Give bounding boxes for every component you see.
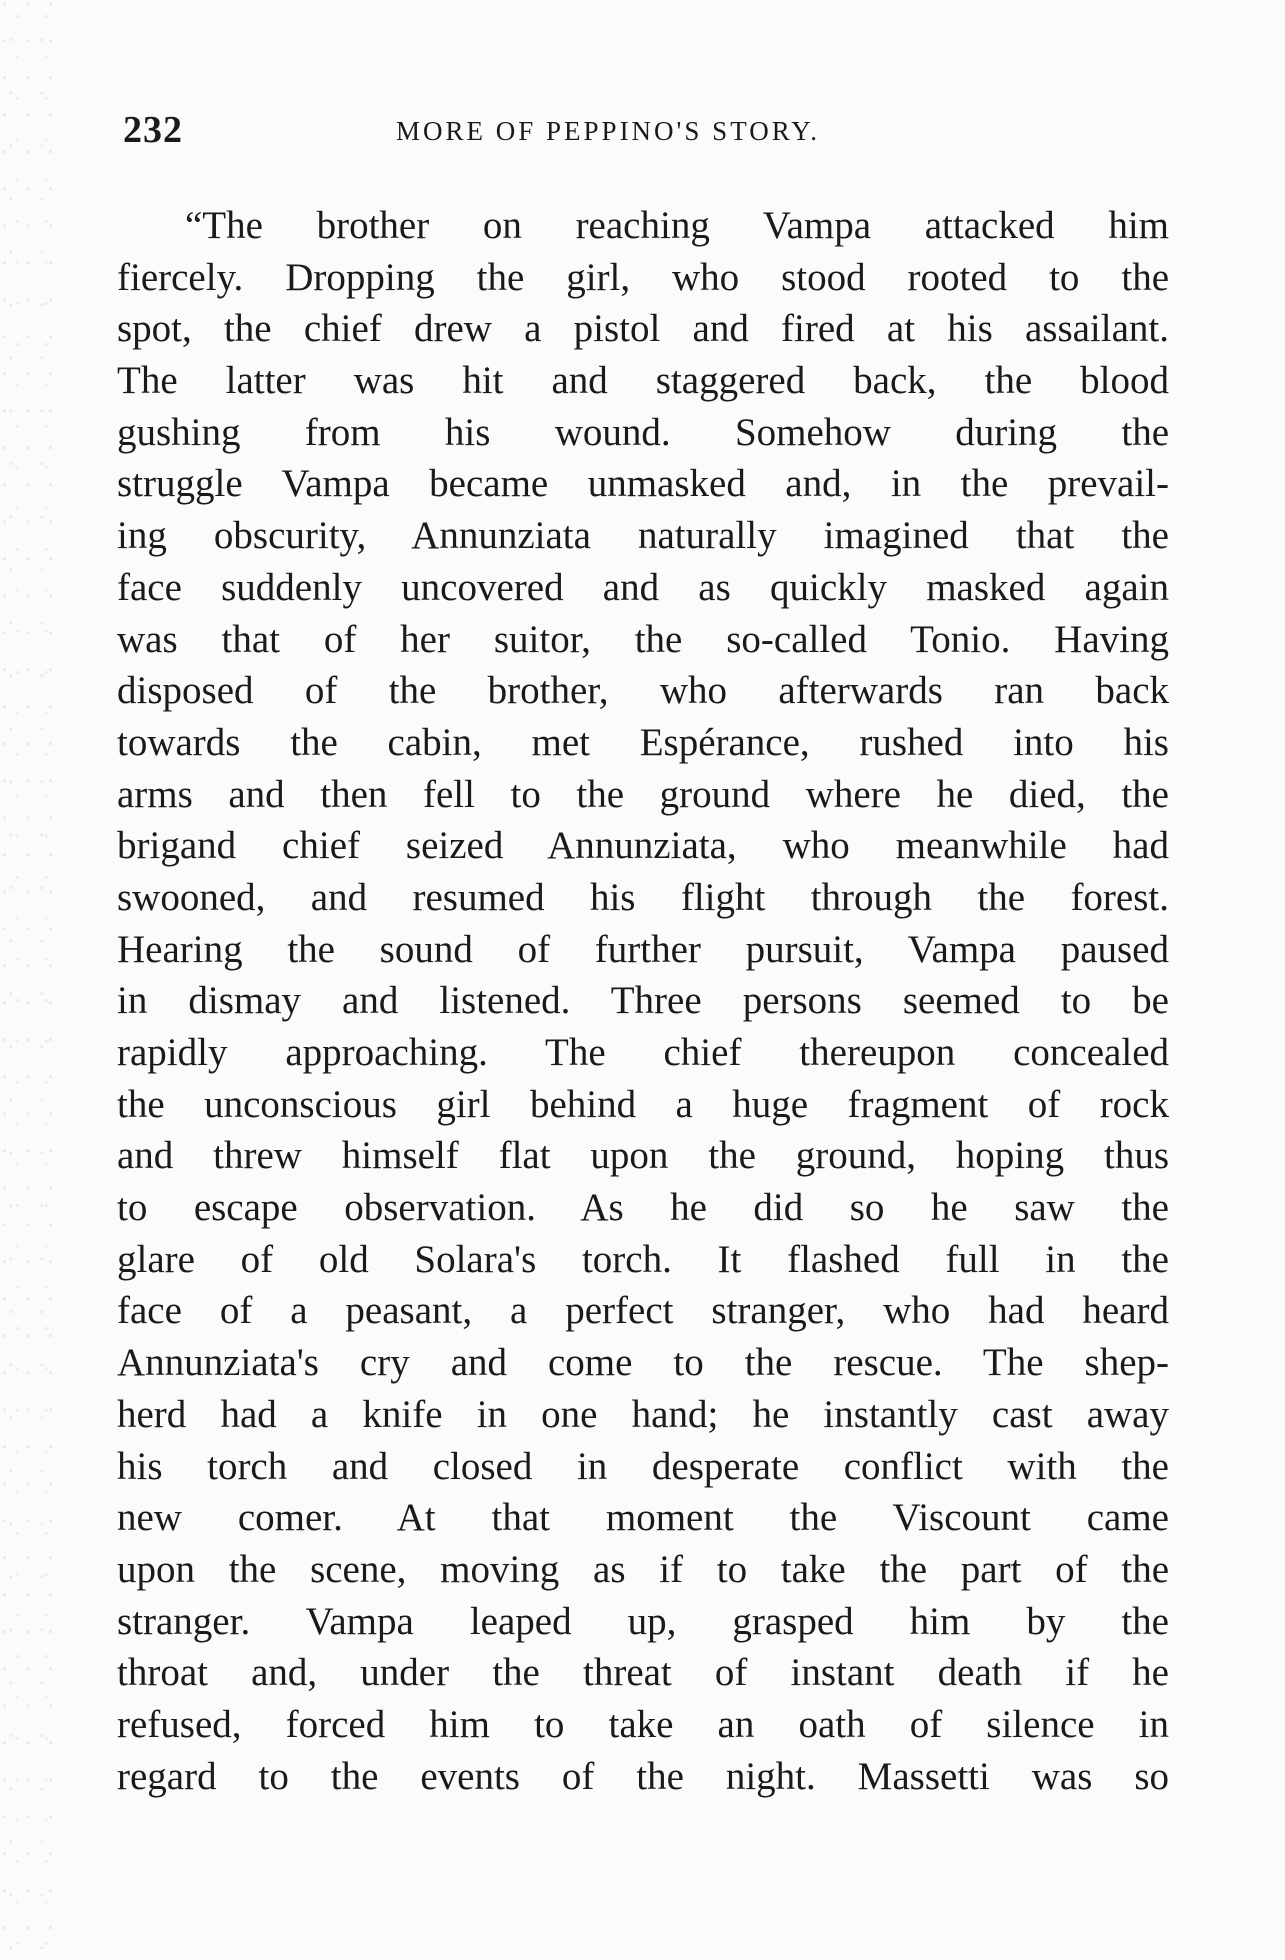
text-line: struggle Vampa became unmasked and, in the prevail- xyxy=(117,462,1169,506)
text-line: towards the cabin, met Espérance, rushed into his xyxy=(117,720,1169,764)
body-text xyxy=(117,200,1169,1802)
text-line: The latter was hit and staggered back, the blood xyxy=(117,359,1169,403)
text-line: upon the scene, moving as if to take the part of the xyxy=(117,1547,1169,1591)
text-line: face of a peasant, a perfect stranger, who had heard xyxy=(117,1289,1169,1333)
text-line: Hearing the sound of further pursuit, Vampa paused xyxy=(117,927,1169,971)
text-line: regard to the events of the night. Massetti was so xyxy=(117,1754,1169,1798)
text-line: and threw himself flat upon the ground, hoping thus xyxy=(117,1134,1169,1178)
text-line: rapidly approaching. The chief thereupon concealed xyxy=(117,1031,1169,1074)
text-line: spot, the chief drew a pistol and fired at his assailant. xyxy=(117,307,1169,351)
text-line: fiercely. Dropping the girl, who stood rooted to the xyxy=(117,255,1169,299)
text-line: brigand chief seized Annunziata, who meanwhile had xyxy=(117,824,1169,868)
text-line: ing obscurity, Annunziata naturally imagined that the xyxy=(117,514,1169,558)
running-title: MORE OF PEPPINO'S STORY. xyxy=(396,116,820,146)
text-line: throat and, under the threat of instant death if he xyxy=(117,1651,1169,1695)
text-line: arms and then fell to the ground where he died, the xyxy=(117,772,1169,816)
text-line: glare of old Solara's torch. It flashed full in the xyxy=(117,1237,1169,1281)
running-head xyxy=(123,108,1173,158)
text-line: “The brother on reaching Vampa attacked him xyxy=(185,204,1169,247)
text-line: swooned, and resumed his flight through the forest. xyxy=(117,875,1169,919)
text-line: herd had a knife in one hand; he instantly cast away xyxy=(117,1392,1169,1436)
text-line: new comer. At that moment the Viscount came xyxy=(117,1496,1169,1540)
text-line: was that of her suitor, the so-called Tonio. Having xyxy=(117,617,1169,661)
text-line: disposed of the brother, who afterwards ran back xyxy=(117,669,1169,713)
text-line: refused, forced him to take an oath of silence in xyxy=(117,1702,1169,1746)
text-line: face suddenly uncovered and as quickly masked again xyxy=(117,565,1169,609)
text-line: stranger. Vampa leaped up, grasped him by the xyxy=(117,1599,1169,1643)
text-line: Annunziata's cry and come to the rescue. The shep- xyxy=(117,1341,1169,1385)
text-line: to escape observation. As he did so he saw the xyxy=(117,1186,1169,1230)
text-line: gushing from his wound. Somehow during the xyxy=(117,410,1169,454)
scan-margin-noise xyxy=(0,0,60,1960)
text-line: in dismay and listened. Three persons seemed to be xyxy=(117,979,1169,1023)
text-line: his torch and closed in desperate conflict with the xyxy=(117,1444,1169,1488)
text-line: the unconscious girl behind a huge fragment of rock xyxy=(117,1082,1169,1126)
page-number: 232 xyxy=(123,109,183,151)
